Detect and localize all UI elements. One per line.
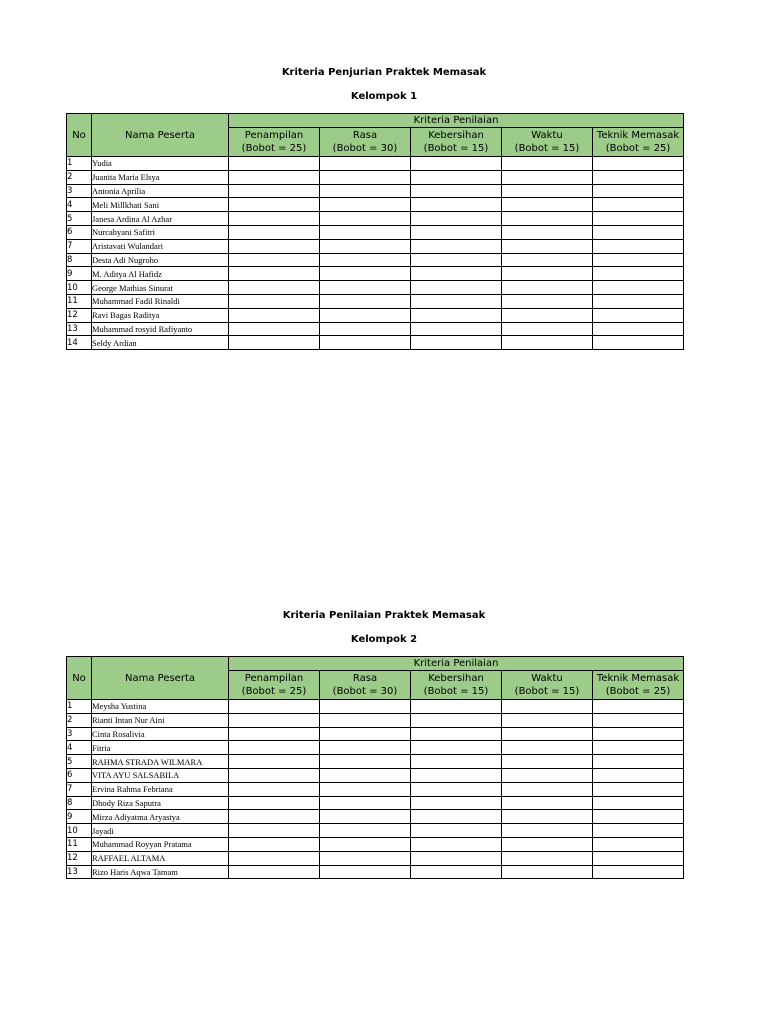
- score-cell-penampilan[interactable]: [229, 157, 320, 171]
- participant-name: Muhammad rosyid Rafiyanto: [92, 322, 229, 336]
- score-cell-penampilan[interactable]: [229, 253, 320, 267]
- score-cell-rasa[interactable]: [320, 755, 411, 769]
- score-cell-rasa[interactable]: [320, 294, 411, 308]
- table-row: [67, 741, 684, 755]
- table-row: [67, 810, 684, 824]
- header-no: No: [67, 114, 92, 157]
- score-cell-rasa[interactable]: [320, 184, 411, 198]
- score-cell-teknik-memasak[interactable]: [593, 755, 684, 769]
- score-cell-kebersihan[interactable]: [411, 782, 502, 796]
- score-cell-kebersihan[interactable]: [411, 267, 502, 281]
- score-cell-kebersihan[interactable]: [411, 851, 502, 865]
- score-cell-penampilan[interactable]: [229, 865, 320, 879]
- score-cell-penampilan[interactable]: [229, 212, 320, 226]
- participant-name: Aristavati Wulandari: [92, 239, 229, 253]
- score-cell-kebersihan[interactable]: [411, 281, 502, 295]
- row-number: 2: [67, 713, 92, 727]
- header-kebersihan: Kebersihan (Bobot = 15): [411, 671, 502, 700]
- row-number: 8: [67, 796, 92, 810]
- participant-name: Fitria: [92, 741, 229, 755]
- header-rasa: Rasa (Bobot = 30): [320, 128, 411, 157]
- group1-table: [66, 113, 684, 350]
- score-cell-kebersihan[interactable]: [411, 727, 502, 741]
- score-cell-kebersihan[interactable]: [411, 308, 502, 322]
- score-cell-penampilan[interactable]: [229, 336, 320, 350]
- score-cell-teknik-memasak[interactable]: [593, 824, 684, 838]
- row-number: 8: [67, 253, 92, 267]
- participant-name: Meysha Yustina: [92, 700, 229, 714]
- score-cell-penampilan[interactable]: [229, 851, 320, 865]
- score-cell-rasa[interactable]: [320, 267, 411, 281]
- row-number: 5: [67, 755, 92, 769]
- score-cell-waktu[interactable]: [502, 851, 593, 865]
- row-number: 12: [67, 851, 92, 865]
- header-name: Nama Peserta: [92, 657, 229, 700]
- table-row: [67, 727, 684, 741]
- participant-name: Antonia Aprilia: [92, 184, 229, 198]
- score-cell-kebersihan[interactable]: [411, 336, 502, 350]
- table-row: [67, 796, 684, 810]
- table-row: [67, 294, 684, 308]
- table-row: [67, 170, 684, 184]
- row-number: 2: [67, 170, 92, 184]
- score-cell-waktu[interactable]: [502, 198, 593, 212]
- participant-name: RAHMA STRADA WILMARA: [92, 755, 229, 769]
- score-cell-waktu[interactable]: [502, 713, 593, 727]
- score-cell-teknik-memasak[interactable]: [593, 212, 684, 226]
- score-cell-kebersihan[interactable]: [411, 768, 502, 782]
- score-cell-kebersihan[interactable]: [411, 212, 502, 226]
- score-cell-teknik-memasak[interactable]: [593, 198, 684, 212]
- score-cell-teknik-memasak[interactable]: [593, 782, 684, 796]
- participant-name: Meli Millkhati Sani: [92, 198, 229, 212]
- row-number: 3: [67, 184, 92, 198]
- score-cell-penampilan[interactable]: [229, 184, 320, 198]
- table-row: [67, 184, 684, 198]
- header-penampilan: Penampilan (Bobot = 25): [229, 128, 320, 157]
- row-number: 11: [67, 294, 92, 308]
- row-number: 13: [67, 865, 92, 879]
- score-cell-rasa[interactable]: [320, 281, 411, 295]
- score-cell-kebersihan[interactable]: [411, 294, 502, 308]
- score-cell-rasa[interactable]: [320, 700, 411, 714]
- table-row: [67, 837, 684, 851]
- score-cell-penampilan[interactable]: [229, 239, 320, 253]
- score-cell-teknik-memasak[interactable]: [593, 336, 684, 350]
- score-cell-penampilan[interactable]: [229, 796, 320, 810]
- score-cell-penampilan[interactable]: [229, 225, 320, 239]
- score-cell-kebersihan[interactable]: [411, 824, 502, 838]
- score-cell-waktu[interactable]: [502, 212, 593, 226]
- score-cell-waktu[interactable]: [502, 336, 593, 350]
- score-cell-teknik-memasak[interactable]: [593, 851, 684, 865]
- score-cell-rasa[interactable]: [320, 157, 411, 171]
- score-cell-rasa[interactable]: [320, 225, 411, 239]
- group1-title: Kriteria Penjurian Praktek Memasak: [281, 67, 487, 78]
- score-cell-rasa[interactable]: [320, 322, 411, 336]
- participant-name: Ervina Rahma Febriana: [92, 782, 229, 796]
- score-cell-waktu[interactable]: [502, 741, 593, 755]
- score-cell-rasa[interactable]: [320, 336, 411, 350]
- score-cell-waktu[interactable]: [502, 768, 593, 782]
- header-criteria: Kriteria Penilaian: [229, 114, 684, 128]
- participant-name: Mirza Adiyatma Aryastya: [92, 810, 229, 824]
- score-cell-waktu[interactable]: [502, 157, 593, 171]
- score-cell-rasa[interactable]: [320, 810, 411, 824]
- header-waktu: Waktu (Bobot = 15): [502, 671, 593, 700]
- row-number: 9: [67, 810, 92, 824]
- table-row: [67, 198, 684, 212]
- participant-name: Desta Adi Nugroho: [92, 253, 229, 267]
- row-number: 14: [67, 336, 92, 350]
- score-cell-rasa[interactable]: [320, 170, 411, 184]
- score-cell-teknik-memasak[interactable]: [593, 713, 684, 727]
- score-cell-penampilan[interactable]: [229, 824, 320, 838]
- table-row: [67, 253, 684, 267]
- score-cell-waktu[interactable]: [502, 225, 593, 239]
- score-cell-teknik-memasak[interactable]: [593, 810, 684, 824]
- table-row: [67, 700, 684, 714]
- score-cell-penampilan[interactable]: [229, 782, 320, 796]
- score-cell-penampilan[interactable]: [229, 322, 320, 336]
- score-cell-penampilan[interactable]: [229, 294, 320, 308]
- score-cell-waktu[interactable]: [502, 810, 593, 824]
- score-cell-rasa[interactable]: [320, 865, 411, 879]
- header-name: Nama Peserta: [92, 114, 229, 157]
- group2-rows: [67, 700, 684, 879]
- participant-name: Yudia: [92, 157, 229, 171]
- participant-name: Rianti Intan Nur Aini: [92, 713, 229, 727]
- score-cell-rasa[interactable]: [320, 824, 411, 838]
- score-cell-penampilan[interactable]: [229, 170, 320, 184]
- row-number: 9: [67, 267, 92, 281]
- score-cell-teknik-memasak[interactable]: [593, 837, 684, 851]
- table-row: [67, 336, 684, 350]
- table-row: [67, 755, 684, 769]
- row-number: 12: [67, 308, 92, 322]
- table-row: [67, 225, 684, 239]
- score-cell-rasa[interactable]: [320, 198, 411, 212]
- score-cell-teknik-memasak[interactable]: [593, 308, 684, 322]
- score-cell-rasa[interactable]: [320, 212, 411, 226]
- score-cell-teknik-memasak[interactable]: [593, 267, 684, 281]
- table-row: [67, 157, 684, 171]
- score-cell-teknik-memasak[interactable]: [593, 294, 684, 308]
- score-cell-kebersihan[interactable]: [411, 322, 502, 336]
- row-number: 10: [67, 824, 92, 838]
- score-cell-penampilan[interactable]: [229, 727, 320, 741]
- score-cell-waktu[interactable]: [502, 700, 593, 714]
- score-cell-teknik-memasak[interactable]: [593, 741, 684, 755]
- score-cell-waktu[interactable]: [502, 796, 593, 810]
- score-cell-teknik-memasak[interactable]: [593, 225, 684, 239]
- score-cell-teknik-memasak[interactable]: [593, 184, 684, 198]
- group2-title: Kriteria Penilaian Praktek Memasak: [282, 610, 486, 621]
- score-cell-rasa[interactable]: [320, 713, 411, 727]
- score-cell-kebersihan[interactable]: [411, 713, 502, 727]
- participant-name: Ravi Bagas Raditya: [92, 308, 229, 322]
- score-cell-penampilan[interactable]: [229, 700, 320, 714]
- participant-name: Cinta Rosalivia: [92, 727, 229, 741]
- participant-name: Muhammad Royyan Pratama: [92, 837, 229, 851]
- group1-subtitle: Kelompok 1: [350, 91, 418, 102]
- table-row: [67, 212, 684, 226]
- score-cell-teknik-memasak[interactable]: [593, 239, 684, 253]
- score-cell-waktu[interactable]: [502, 253, 593, 267]
- score-cell-rasa[interactable]: [320, 253, 411, 267]
- row-number: 10: [67, 281, 92, 295]
- header-penampilan: Penampilan (Bobot = 25): [229, 671, 320, 700]
- score-cell-teknik-memasak[interactable]: [593, 768, 684, 782]
- score-cell-penampilan[interactable]: [229, 837, 320, 851]
- table-row: [67, 851, 684, 865]
- participant-name: Rizo Haris Aqwa Tamam: [92, 865, 229, 879]
- score-cell-penampilan[interactable]: [229, 713, 320, 727]
- table-row: [67, 239, 684, 253]
- score-cell-penampilan[interactable]: [229, 810, 320, 824]
- table-row: [67, 308, 684, 322]
- row-number: 6: [67, 225, 92, 239]
- header-teknik-memasak: Teknik Memasak (Bobot = 25): [593, 128, 684, 157]
- score-cell-rasa[interactable]: [320, 741, 411, 755]
- score-cell-teknik-memasak[interactable]: [593, 281, 684, 295]
- table-row: [67, 865, 684, 879]
- participant-name: Jayadi: [92, 824, 229, 838]
- score-cell-kebersihan[interactable]: [411, 198, 502, 212]
- table-row: [67, 267, 684, 281]
- score-cell-teknik-memasak[interactable]: [593, 170, 684, 184]
- header-criteria: Kriteria Penilaian: [229, 657, 684, 671]
- score-cell-kebersihan[interactable]: [411, 810, 502, 824]
- score-cell-rasa[interactable]: [320, 768, 411, 782]
- score-cell-penampilan[interactable]: [229, 768, 320, 782]
- row-number: 3: [67, 727, 92, 741]
- table-row: [67, 782, 684, 796]
- score-cell-waktu[interactable]: [502, 322, 593, 336]
- table-row: [67, 768, 684, 782]
- score-cell-teknik-memasak[interactable]: [593, 796, 684, 810]
- score-cell-teknik-memasak[interactable]: [593, 322, 684, 336]
- table-row: [67, 281, 684, 295]
- header-kebersihan: Kebersihan (Bobot = 15): [411, 128, 502, 157]
- score-cell-kebersihan[interactable]: [411, 239, 502, 253]
- score-cell-penampilan[interactable]: [229, 741, 320, 755]
- score-cell-penampilan[interactable]: [229, 198, 320, 212]
- score-cell-kebersihan[interactable]: [411, 253, 502, 267]
- score-cell-rasa[interactable]: [320, 851, 411, 865]
- row-number: 1: [67, 157, 92, 171]
- participant-name: Juanita Maria Elsya: [92, 170, 229, 184]
- score-cell-teknik-memasak[interactable]: [593, 157, 684, 171]
- table-row: [67, 322, 684, 336]
- participant-name: Dhody Riza Saputra: [92, 796, 229, 810]
- score-cell-waktu[interactable]: [502, 184, 593, 198]
- score-cell-rasa[interactable]: [320, 308, 411, 322]
- header-no: No: [67, 657, 92, 700]
- score-cell-kebersihan[interactable]: [411, 700, 502, 714]
- participant-name: RAFFAEL ALTAMA: [92, 851, 229, 865]
- score-cell-penampilan[interactable]: [229, 281, 320, 295]
- score-cell-waktu[interactable]: [502, 267, 593, 281]
- score-cell-teknik-memasak[interactable]: [593, 253, 684, 267]
- group2-subtitle: Kelompok 2: [350, 634, 418, 645]
- score-cell-penampilan[interactable]: [229, 308, 320, 322]
- row-number: 7: [67, 782, 92, 796]
- score-cell-kebersihan[interactable]: [411, 225, 502, 239]
- score-cell-waktu[interactable]: [502, 865, 593, 879]
- participant-name: Seldy Ardian: [92, 336, 229, 350]
- participant-name: Janesa Ardina Al Azhar: [92, 212, 229, 226]
- row-number: 4: [67, 741, 92, 755]
- score-cell-waktu[interactable]: [502, 782, 593, 796]
- score-cell-kebersihan[interactable]: [411, 837, 502, 851]
- group1-rows: [67, 157, 684, 350]
- row-number: 4: [67, 198, 92, 212]
- row-number: 5: [67, 212, 92, 226]
- row-number: 11: [67, 837, 92, 851]
- score-cell-kebersihan[interactable]: [411, 741, 502, 755]
- group2-table: [66, 656, 684, 879]
- score-cell-waktu[interactable]: [502, 294, 593, 308]
- score-cell-kebersihan[interactable]: [411, 157, 502, 171]
- score-cell-rasa[interactable]: [320, 837, 411, 851]
- row-number: 6: [67, 768, 92, 782]
- score-cell-kebersihan[interactable]: [411, 184, 502, 198]
- score-cell-waktu[interactable]: [502, 308, 593, 322]
- header-teknik-memasak: Teknik Memasak (Bobot = 25): [593, 671, 684, 700]
- table-row: [67, 713, 684, 727]
- score-cell-kebersihan[interactable]: [411, 170, 502, 184]
- header-rasa: Rasa (Bobot = 30): [320, 671, 411, 700]
- score-cell-rasa[interactable]: [320, 727, 411, 741]
- header-waktu: Waktu (Bobot = 15): [502, 128, 593, 157]
- row-number: 1: [67, 700, 92, 714]
- score-cell-teknik-memasak[interactable]: [593, 700, 684, 714]
- participant-name: Nurcahyani Safitri: [92, 225, 229, 239]
- score-cell-rasa[interactable]: [320, 796, 411, 810]
- score-cell-kebersihan[interactable]: [411, 796, 502, 810]
- score-cell-waktu[interactable]: [502, 239, 593, 253]
- score-cell-waktu[interactable]: [502, 824, 593, 838]
- participant-name: Muhammad Fadil Rinaldi: [92, 294, 229, 308]
- score-cell-waktu[interactable]: [502, 837, 593, 851]
- score-cell-waktu[interactable]: [502, 755, 593, 769]
- participant-name: George Mathias Sinurat: [92, 281, 229, 295]
- row-number: 13: [67, 322, 92, 336]
- table-row: [67, 824, 684, 838]
- score-cell-teknik-memasak[interactable]: [593, 865, 684, 879]
- participant-name: VITA AYU SALSABILA: [92, 768, 229, 782]
- score-cell-penampilan[interactable]: [229, 755, 320, 769]
- score-cell-penampilan[interactable]: [229, 267, 320, 281]
- score-cell-waktu[interactable]: [502, 281, 593, 295]
- participant-name: M. Aditya Al Hafidz: [92, 267, 229, 281]
- score-cell-rasa[interactable]: [320, 239, 411, 253]
- score-cell-rasa[interactable]: [320, 782, 411, 796]
- score-cell-teknik-memasak[interactable]: [593, 727, 684, 741]
- score-cell-waktu[interactable]: [502, 170, 593, 184]
- score-cell-waktu[interactable]: [502, 727, 593, 741]
- score-cell-kebersihan[interactable]: [411, 755, 502, 769]
- score-cell-kebersihan[interactable]: [411, 865, 502, 879]
- row-number: 7: [67, 239, 92, 253]
